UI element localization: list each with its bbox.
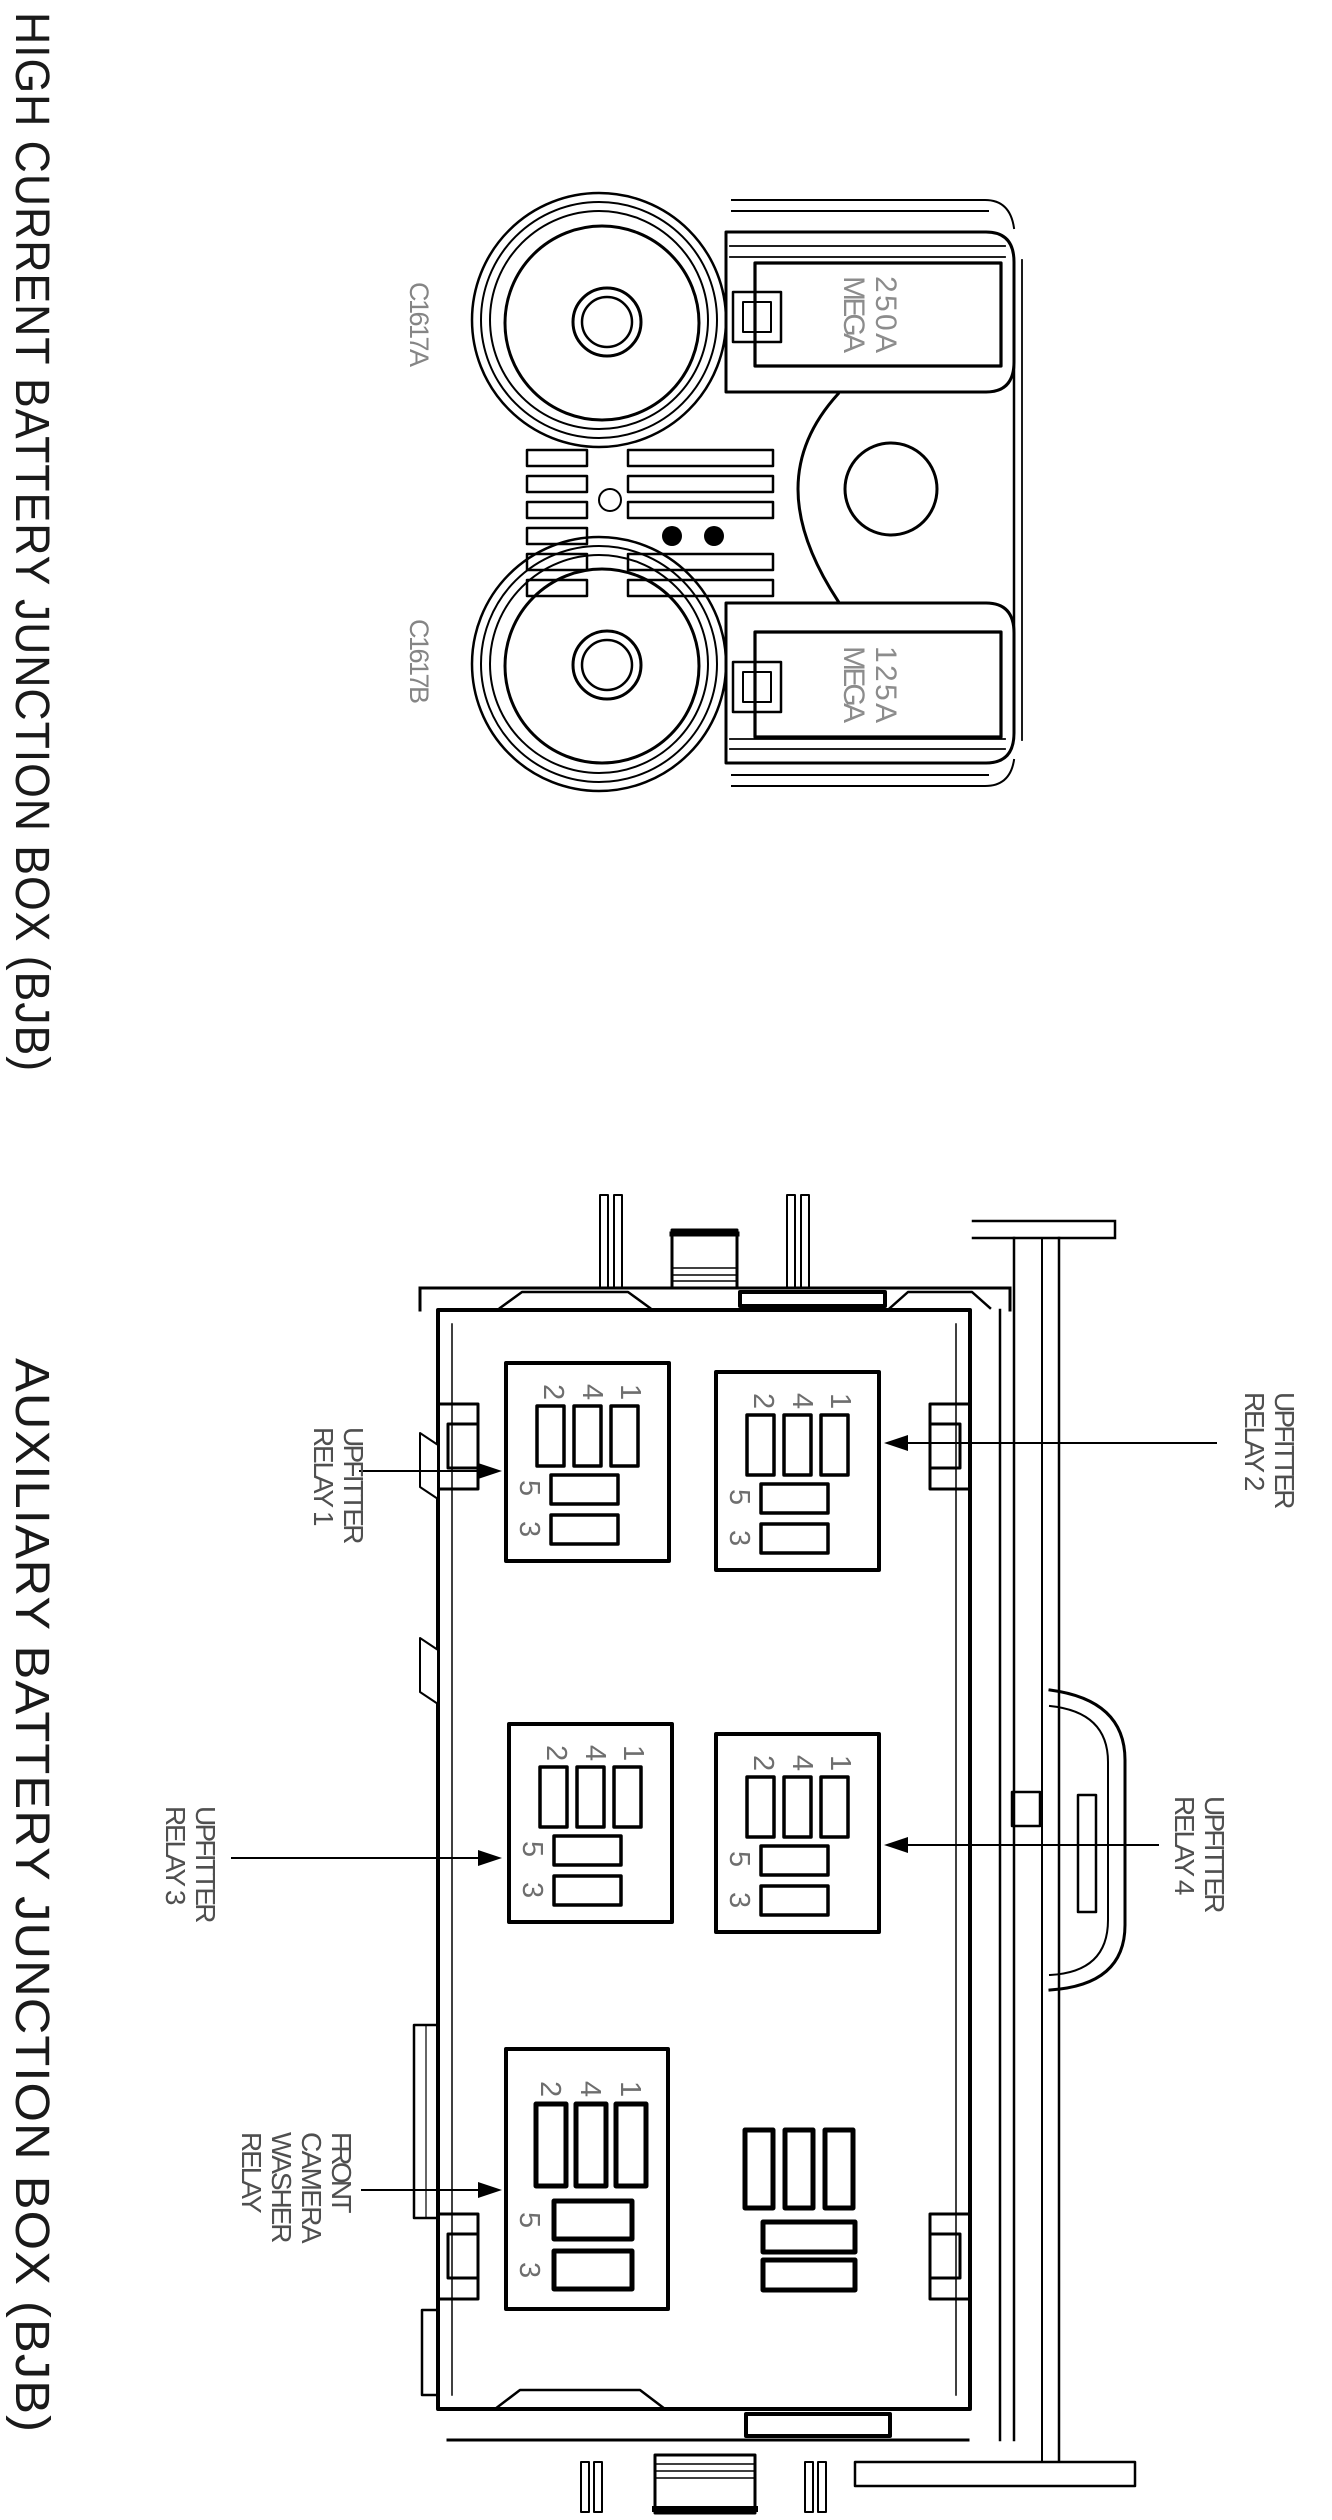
pin-digit: 4 (579, 1745, 611, 1762)
pin-digit: 4 (574, 2081, 606, 2098)
rivet-dot (662, 526, 682, 546)
section-title-auxiliary: AUXILIARY BATTERY JUNCTION BOX (BJB) (5, 1358, 58, 2377)
fuse-rating-125a: 125A (869, 646, 902, 724)
pin-digit: 5 (513, 2212, 545, 2229)
section-title-high-current: HIGH CURRENT BATTERY JUNCTION BOX (BJB) (5, 12, 58, 1152)
pin-digit: 2 (537, 1384, 569, 1401)
pin-digit: 4 (786, 1755, 818, 1772)
pin-digit: 1 (824, 1755, 856, 1772)
fuse-rating-250a: 250A (869, 276, 902, 354)
fuse-type-250a: MEGA (837, 276, 870, 354)
pin-digit: 2 (534, 2081, 566, 2098)
pin-digit: 4 (786, 1393, 818, 1410)
svg-text:RELAY 3: RELAY 3 (160, 1806, 191, 1906)
pin-digit: 5 (723, 1489, 755, 1506)
pin-digit: 5 (516, 1841, 548, 1858)
svg-text:CAMERA: CAMERA (296, 2132, 327, 2244)
svg-text:UPFITTER: UPFITTER (190, 1806, 221, 1924)
svg-text:UPFITTER: UPFITTER (1269, 1392, 1300, 1510)
pin-digit: 2 (747, 1755, 779, 1772)
pin-digit: 3 (513, 2262, 545, 2279)
svg-text:WASHER: WASHER (266, 2132, 297, 2244)
pin-digit: 3 (723, 1892, 755, 1909)
rivet-dot (704, 526, 724, 546)
svg-text:RELAY: RELAY (236, 2132, 267, 2214)
svg-text:RELAY 4: RELAY 4 (1169, 1796, 1200, 1896)
pin-digit: 1 (617, 1745, 649, 1762)
wall-flag (420, 1433, 438, 1499)
connector-label-c1617b: C1617B (404, 619, 434, 705)
pin-digit: 3 (513, 1521, 545, 1538)
fuse-type-125a: MEGA (837, 646, 870, 724)
connector-label-c1617a: C1617A (404, 282, 434, 368)
svg-text:UPFITTER: UPFITTER (338, 1427, 369, 1545)
pin-digit: 1 (614, 1384, 646, 1401)
pin-digit: 4 (576, 1384, 608, 1401)
pin-digit: 3 (516, 1882, 548, 1899)
pin-digit: 2 (747, 1393, 779, 1410)
wall-flag (420, 1638, 438, 1704)
svg-text:RELAY 1: RELAY 1 (308, 1427, 339, 1527)
pin-digit: 2 (540, 1745, 572, 1762)
svg-text:UPFITTER: UPFITTER (1199, 1796, 1230, 1914)
svg-text:FRONT: FRONT (326, 2132, 357, 2214)
pin-digit: 3 (723, 1530, 755, 1547)
pin-digit: 1 (824, 1393, 856, 1410)
svg-text:RELAY 2: RELAY 2 (1239, 1392, 1270, 1492)
pin-digit: 1 (614, 2081, 646, 2098)
pin-digit: 5 (723, 1851, 755, 1868)
pin-digit: 5 (513, 1480, 545, 1497)
